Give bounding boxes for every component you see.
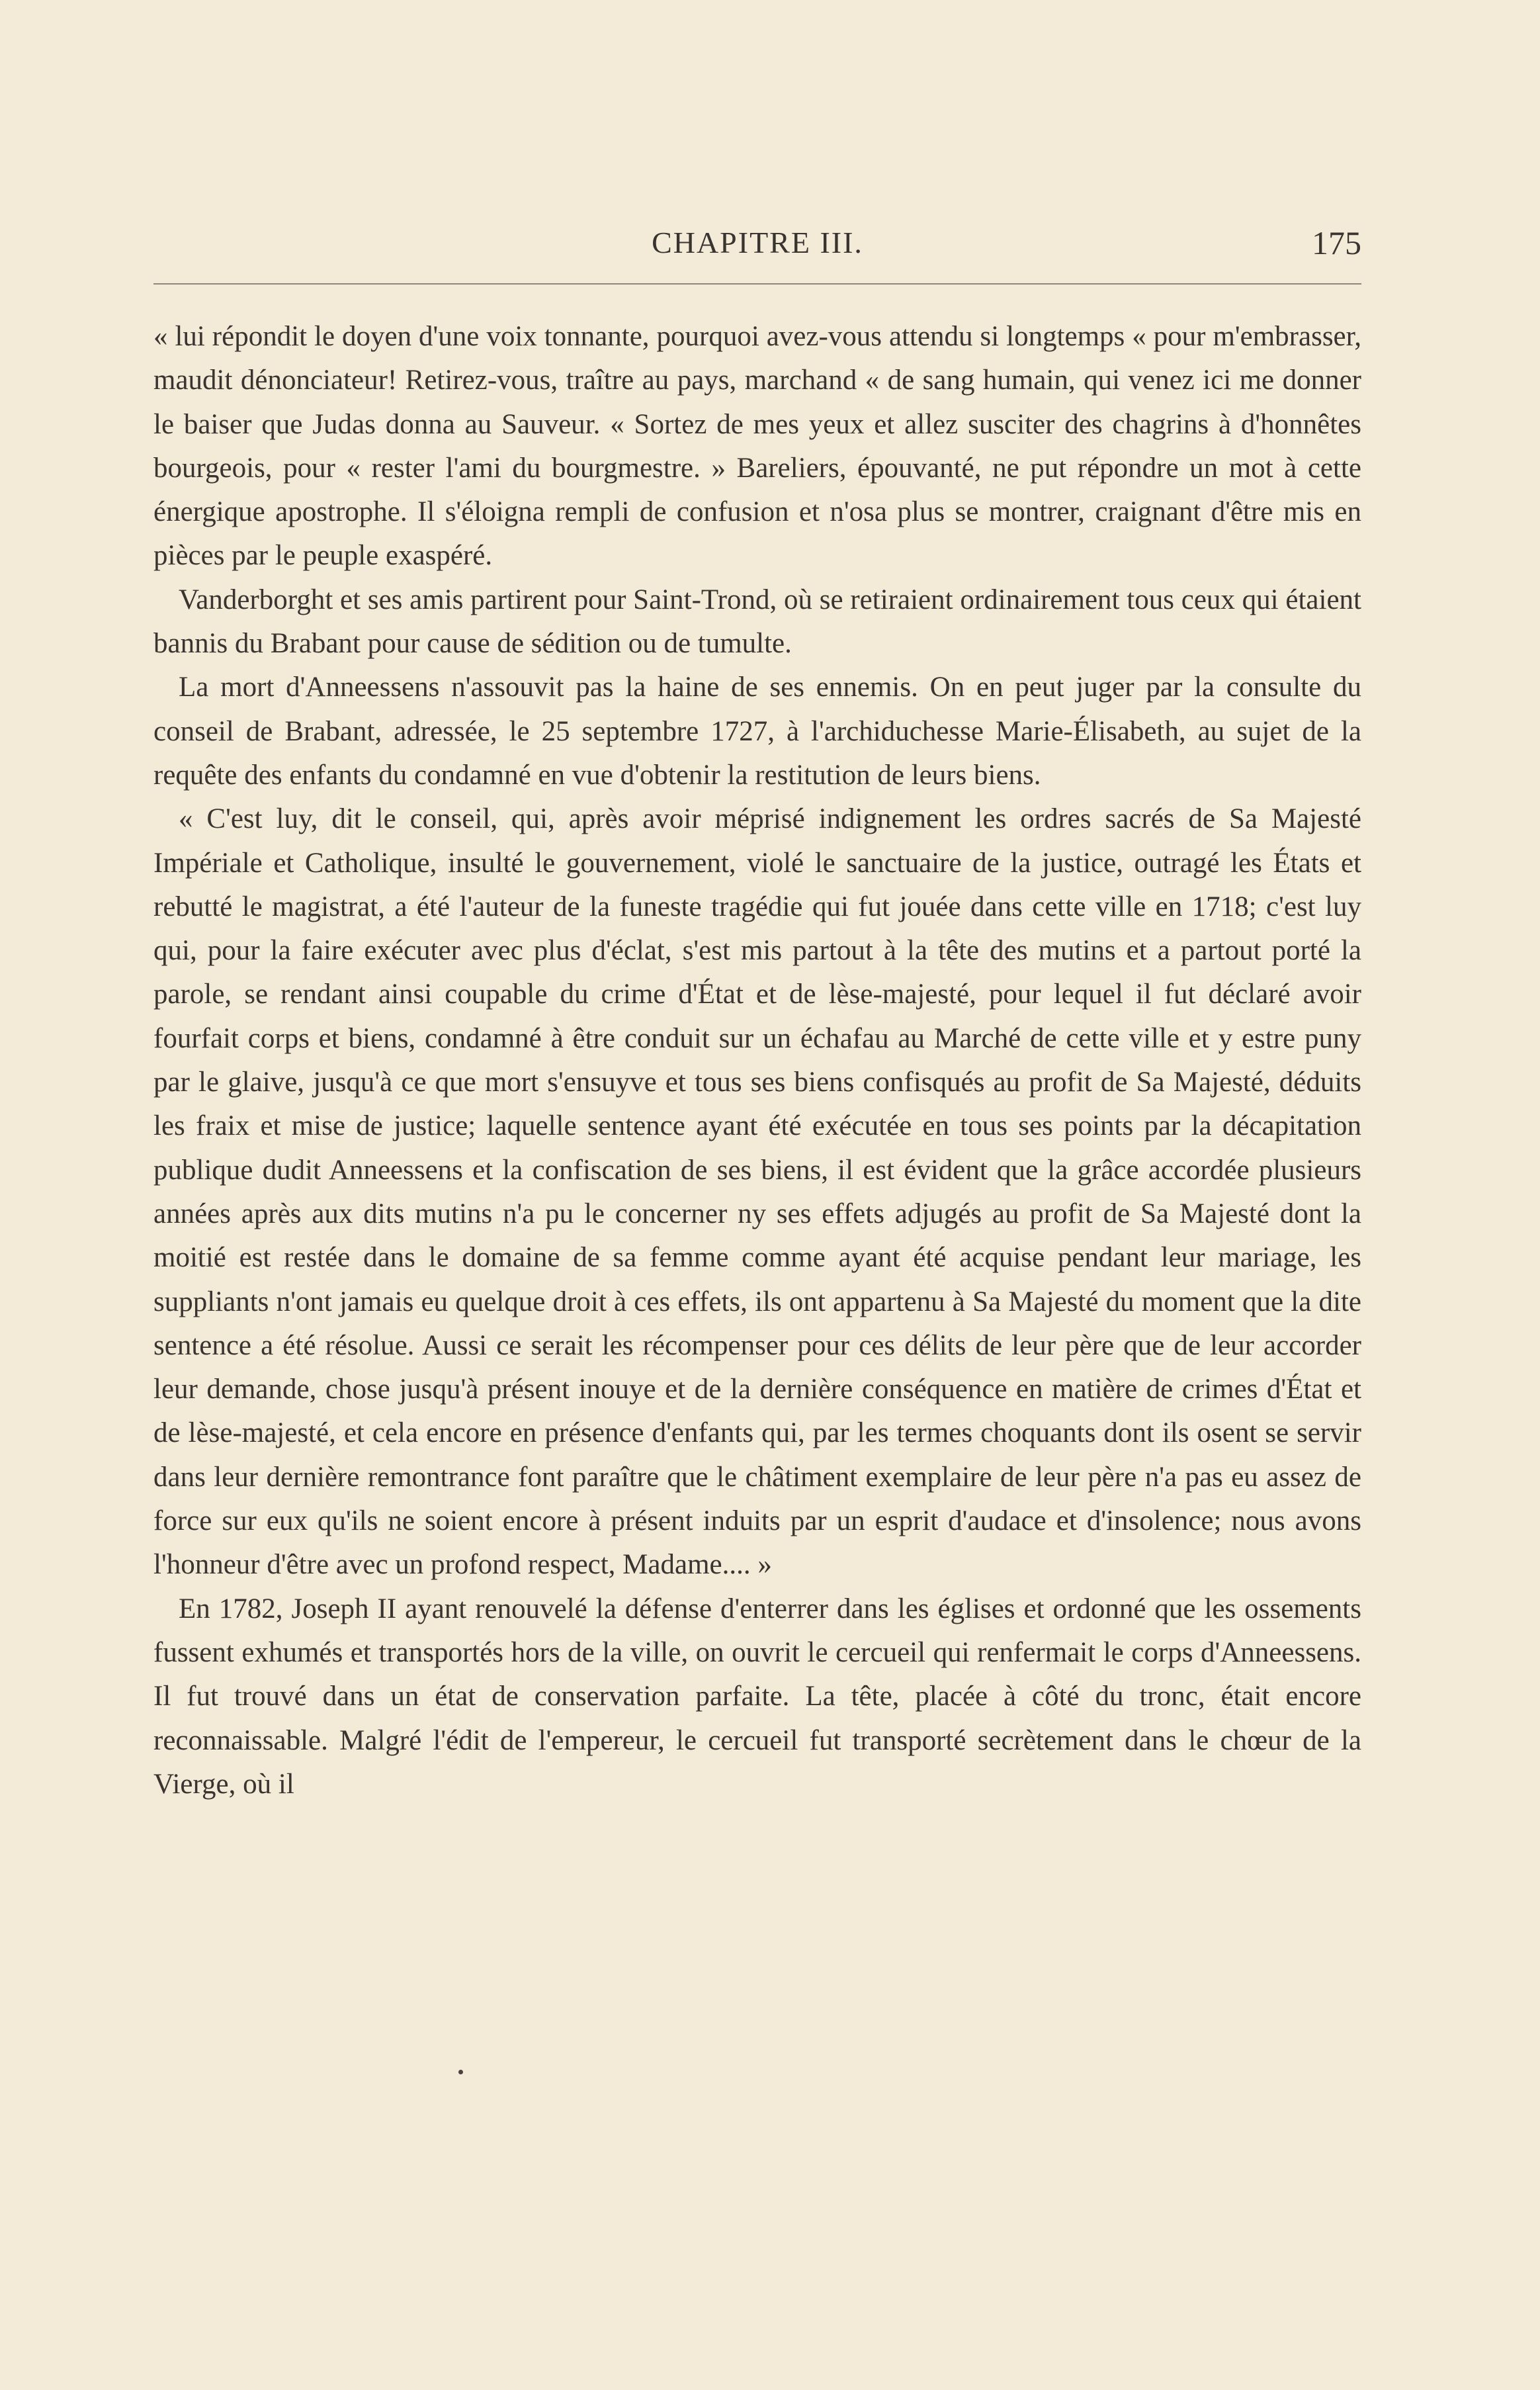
paragraph-consulte: La mort d'Anneessens n'assouvit pas la haine de ses ennemis. On en peut juger par la consulte du conseil de Brabant, adressée, le 25 septembre 1727, à l'archiduchesse Marie-Élisabeth, au sujet de la requête des enfants du condamné en vue d'obtenir la restitution de leurs biens.	[153, 672, 1361, 791]
header-rule	[153, 283, 1361, 285]
chapter-title: CHAPITRE III.	[652, 226, 863, 259]
paragraph-1782: En 1782, Joseph II ayant renouvelé la défense d'enterrer dans les églises et ordonné que les ossements fussent exhumés et transportés hors de la ville, on ouvrit le cercueil qui renfermait le corps d'Anneessens. Il fut trouvé dans un état de conservation parfaite. La tête, placée à côté du tronc, était encore reconnaissable. Malgré l'édit de l'empereur, le cercueil fut transporté secrètement dans le chœur de la Vierge, où il	[153, 1593, 1361, 1800]
body-text	[153, 315, 1361, 1806]
paragraph-conseil-quote: « C'est luy, dit le conseil, qui, après avoir méprisé indignement les ordres sacrés de Sa Majesté Impériale et Catholique, insulté le gouvernement, violé le sanctuaire de la justice, outragé les États et rebutté le magistrat, a été l'auteur de la funeste tragédie qui fut jouée dans cette ville en 1718; c'est luy qui, pour la faire exécuter avec plus d'éclat, s'est mis partout à la tête des mutins et a partout porté la parole, se rendant ainsi coupable du crime d'État et de lèse-majesté, pour lequel il fut déclaré avoir fourfait corps et biens, condamné à être conduit sur un échafau au Marché de cette ville et y estre puny par le glaive, jusqu'à ce que mort s'ensuyve et tous ses biens confisqués au profit de Sa Majesté, déduits les fraix et mise de justice; laquelle sentence ayant été exécutée en tous ses points par la décapitation publique dudit Anneessens et la confiscation de ses biens, il est évident que la grâce accordée plusieurs années après aux dits mutins n'a pu le concerner ny ses effets adjugés au profit de Sa Majesté dont la moitié est restée dans le domaine de sa femme comme ayant été acquise pendant leur mariage, les suppliants n'ont jamais eu quelque droit à ces effets, ils ont appartenu à Sa Majesté du moment que la dite sentence a été résolue. Aussi ce serait les récompenser pour ces délits de leur père que de leur accorder leur demande, chose jusqu'à présent inouye et de la dernière conséquence en matière de crimes d'État et de lèse-majesté, et cela encore en présence d'enfants qui, par les termes choquants dont ils osent se servir dans leur dernière remontrance font paraître que le châtiment exemplaire de leur père n'a pas eu assez de force sur eux qu'ils ne soient encore à présent induits par un esprit d'audace et d'insolence; nous avons l'honneur d'être avec un profond respect, Madame.... »	[153, 803, 1361, 1581]
page-number: 175	[1312, 224, 1361, 261]
running-head	[153, 220, 1361, 266]
paragraph-quote-continuation: « lui répondit le doyen d'une voix tonnante, pourquoi avez-vous attendu si longtemps « pour m'embrasser, maudit dénonciateur! Retirez-vous, traître au pays, marchand « de sang humain, qui venez ici me donner le baiser que Judas donna au Sauveur. « Sortez de mes yeux et allez susciter des chagrins à d'honnêtes bourgeois, pour « rester l'ami du bourgmestre. » Bareliers, épouvanté, ne put répondre un mot à cette énergique apostrophe. Il s'éloigna rempli de confusion et n'osa plus se montrer, craignant d'être mis en pièces par le peuple exaspéré.	[153, 321, 1361, 572]
paragraph-vanderborght: Vanderborght et ses amis partirent pour Saint-Trond, où se retiraient ordinairement tous ceux qui étaient bannis du Brabant pour cause de sédition ou de tumulte.	[153, 584, 1361, 660]
printer-mark	[458, 2070, 463, 2074]
